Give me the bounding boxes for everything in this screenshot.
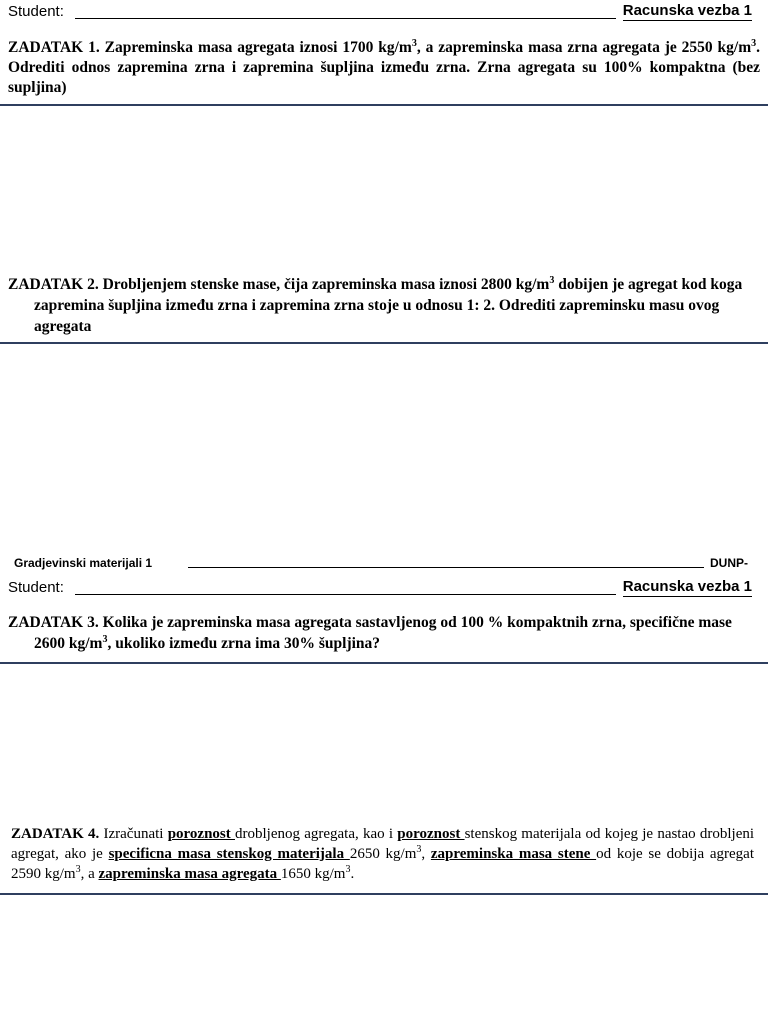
keyword-zapreminska-masa-agregata: zapreminska masa agregata [98, 866, 281, 882]
exercise-title-2: Racunska vezba 1 [622, 578, 752, 595]
keyword-specificna-masa: specificna masa stenskog materijala [108, 846, 350, 862]
divider-2 [0, 342, 768, 344]
student-name-line [75, 18, 616, 19]
divider-4 [0, 893, 768, 895]
footer-line [188, 567, 704, 568]
task-2-label: ZADATAK 2. [8, 276, 99, 293]
page-header-2 [0, 578, 768, 598]
student-name-line-2 [75, 594, 616, 595]
student-label: Student: [8, 3, 64, 20]
task-1-text: ZADATAK 1. Zapreminska masa agregata iznosi 1700 $kg/m^3$, a zapreminska masa zrna agregata je 2550 $kg/m^3$. Odrediti odnos zapremina zrna i zapremina šupljina između zrna. Zrna agregata su 100% kompaktna (bez supljina) [8, 37, 760, 96]
keyword-poroznost-1: poroznost [167, 826, 235, 842]
footer-code: DUNP- [710, 556, 748, 570]
divider-1 [0, 104, 768, 106]
task-1-label: ZADATAK 1. [8, 39, 100, 56]
task-4-label: ZADATAK 4. [11, 826, 100, 842]
exercise-title: Racunska vezba 1 [622, 2, 752, 19]
divider-3 [0, 662, 768, 664]
keyword-poroznost-2: poroznost [397, 826, 465, 842]
task-3-text: ZADATAK 3. Kolika je zapreminska masa agregata sastavljenog od 100 % kompaktnih zrna, specifične mase 2600 $kg/m^3$, ukoliko između zrna ima 30% šupljina? [8, 614, 732, 652]
student-label-2: Student: [8, 579, 64, 596]
task-4-text: ZADATAK 4. Izračunati poroznost drobljenog agregata, kao i poroznost stenskog materijala od kojeg je nastao drobljeni agregat, ako je specificna masa stenskog materijala 2650 $kg/m^3$, zapreminska masa stene od koje se dobija agregat 2590 $kg/m^3$, a zapreminska masa agregata 1650 $kg/m^3$. [11, 826, 755, 882]
task-3-label: ZADATAK 3. [8, 614, 99, 631]
page-header-1 [0, 2, 768, 22]
keyword-zapreminska-masa-stene: zapreminska masa stene [430, 846, 597, 862]
page-footer [0, 554, 768, 570]
footer-course: Gradjevinski materijali 1 [14, 556, 153, 570]
task-2-text: ZADATAK 2. Drobljenjem stenske mase, čija zapreminska masa iznosi 2800 $kg/m^3$ dobijen je agregat kod koga zapremina šupljina između zrna i zapremina zrna stoje u odnosu 1: 2. Odrediti zapreminsku masu ovog agregata [8, 274, 743, 335]
